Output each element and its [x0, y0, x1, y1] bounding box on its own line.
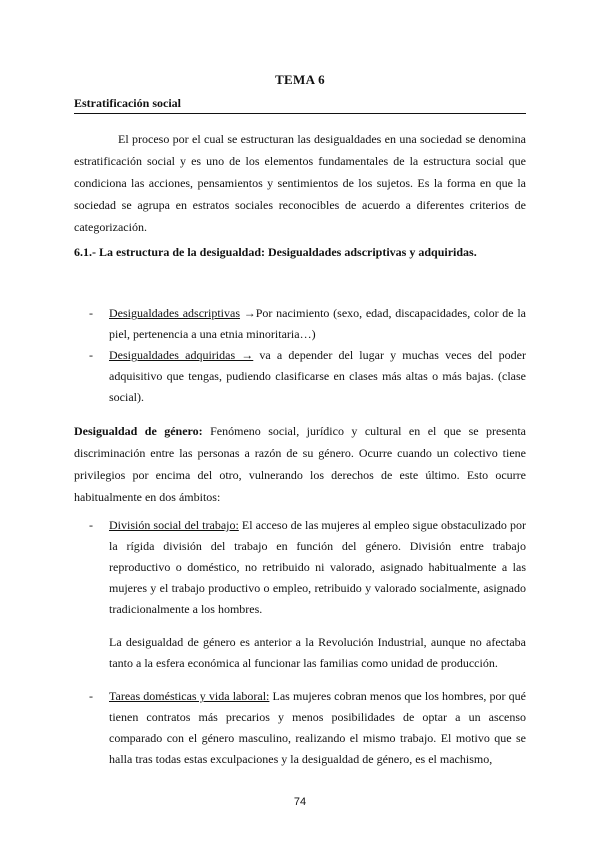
- list-dash: -: [89, 306, 93, 320]
- list-item-text: Las mujeres cobran menos que los hombres, por qué tienen contratos más precarios y menos posibilidades de optar a un ascenso comparado con el género masculino, realizando el mismo trabajo. El motivo que se halla tras todas estas exculpaciones y la desigualdad de género, es el machismo,: [109, 689, 526, 766]
- intro-paragraph: El proceso por el cual se estructuran las desigualdades en una sociedad se denomina estratificación social y es uno de los elementos fundamentales de la estructura social que condiciona las acciones, pensamientos y sentimientos de los sujetos. Es la forma en que la sociedad se agrupa en estratos sociales reconocibles de acuerdo a diferentes criterios de categorización.: [74, 132, 526, 234]
- subsection-title: 6.1.- La estructura de la desigualdad: Desigualdades adscriptivas y adquiridas.: [74, 245, 477, 259]
- section-title: Estratificación social: [74, 96, 526, 114]
- list-item-text: El acceso de las mujeres al empleo sigue obstaculizado por la rígida división del trabajo en función del género. División entre trabajo reproductivo o doméstico, no retribuido ni valorado, asignado habitualmente a las mujeres y el trabajo productivo o empleo, retribuido y valorado socialmente, asignado tradicionalmente a los hombres.: [109, 518, 526, 616]
- gender-term: Desigualdad de género:: [74, 424, 203, 438]
- list-item: [89, 686, 526, 770]
- list-item-term: Desigualdades adquiridas →: [109, 348, 254, 362]
- chapter-title: TEMA 6: [275, 72, 325, 87]
- list-item-term: Desigualdades adscriptivas: [109, 306, 241, 320]
- list-dash: -: [89, 348, 93, 362]
- list-dash: -: [89, 689, 93, 703]
- list-item: [89, 345, 526, 408]
- sub-paragraph: La desigualdad de género es anterior a la Revolución Industrial, aunque no afectaba tanto a la esfera económica al funcionar las familias como unidad de producción.: [109, 635, 526, 670]
- gender-text: Fenómeno social, jurídico y cultural en el que se presenta discriminación entre las personas a razón de su género. Ocurre cuando un colectivo tiene privilegios por encima del otro, vulnerando los derechos de este último. Esto ocurre habitualmente en dos ámbitos:: [74, 424, 526, 504]
- list-item-text: va a depender del lugar y muchas veces del poder adquisitivo que tengas, pudiendo clasificarse en clases más altas o más bajas. (clase social).: [109, 348, 526, 404]
- page-number: 74: [293, 796, 307, 808]
- list-item-term: División social del trabajo:: [109, 518, 239, 532]
- list-item-text: →Por nacimiento (sexo, edad, discapacidades, color de la piel, pertenencia a una etnia minoritaria…): [109, 306, 526, 341]
- list-item-term: Tareas domésticas y vida laboral:: [109, 689, 270, 703]
- gender-paragraph: [74, 420, 526, 508]
- list-item: [89, 303, 526, 345]
- list-dash: -: [89, 518, 93, 532]
- list-item: [89, 515, 526, 620]
